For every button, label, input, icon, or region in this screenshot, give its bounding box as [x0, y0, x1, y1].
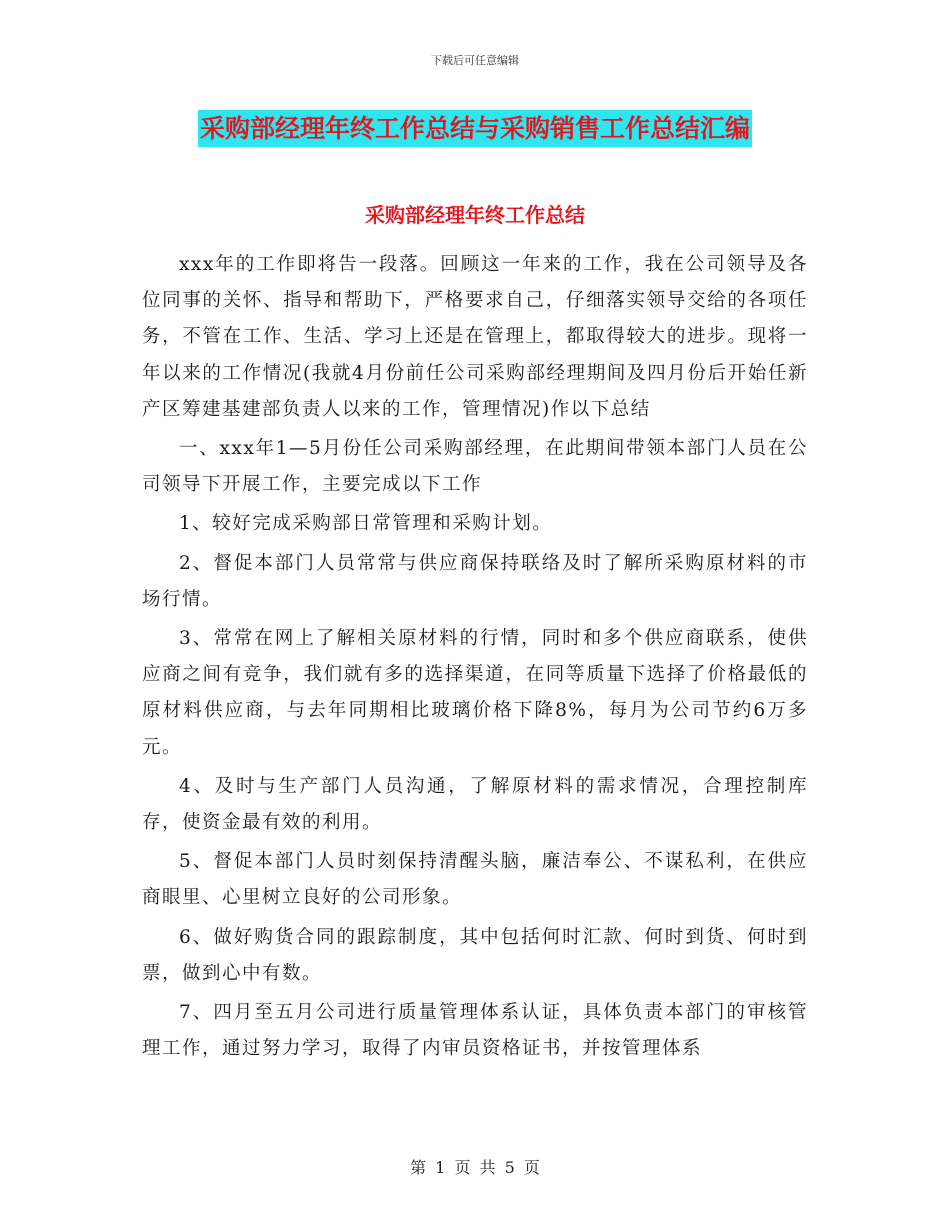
paragraph: 6、做好购货合同的跟踪制度，其中包括何时汇款、何时到货、何时到票，做到心中有数。 [142, 926, 808, 984]
paragraph: 7、四月至五月公司进行质量管理体系认证，具体负责本部门的审核管理工作，通过努力学习，取得了内审员资格证书，并按管理体系 [142, 1002, 808, 1060]
page-number: 第 1 页 共 5 页 [410, 1158, 540, 1177]
paragraph: 一、xxx年1—5月份任公司采购部经理，在此期间带领本部门人员在公司领导下开展工作，主要完成以下工作 [142, 438, 808, 496]
body-text [142, 247, 808, 1070]
main-title-container [0, 110, 950, 147]
paragraph: xxx年的工作即将告一段落。回顾这一年来的工作，我在公司领导及各位同事的关怀、指导和帮助下，严格要求自己，仔细落实领导交给的各项任务，不管在工作、生活、学习上还是在管理上，都取得较大的进步。现将一年以来的工作情况(我就4月份前任公司采购部经理期间及四月份后开始任新产区筹建基建部负责人以来的工作，管理情况)作以下总结 [142, 254, 808, 420]
paragraph: 2、督促本部门人员常常与供应商保持联络及时了解所采购原材料的市场行情。 [142, 552, 808, 610]
section-title: 采购部经理年终工作总结 [365, 203, 585, 227]
document-title: 采购部经理年终工作总结与采购销售工作总结汇编 [198, 110, 752, 147]
page-header: 下载后可任意编辑 [431, 54, 519, 67]
paragraph: 4、及时与生产部门人员沟通，了解原材料的需求情况，合理控制库存，使资金最有效的利用。 [142, 775, 808, 834]
paragraph: 5、督促本部门人员时刻保持清醒头脑，廉洁奉公、不谋私利，在供应商眼里、心里树立良好的公司形象。 [142, 851, 808, 909]
paragraph: 1、较好完成采购部日常管理和采购计划。 [179, 513, 553, 535]
paragraph: 3、常常在网上了解相关原材料的行情，同时和多个供应商联系，使供应商之间有竞争，我们就有多的选择渠道，在同等质量下选择了价格最低的原材料供应商，与去年同期相比玻璃价格下降8%，每月为公司节约6万多元。 [142, 628, 808, 758]
